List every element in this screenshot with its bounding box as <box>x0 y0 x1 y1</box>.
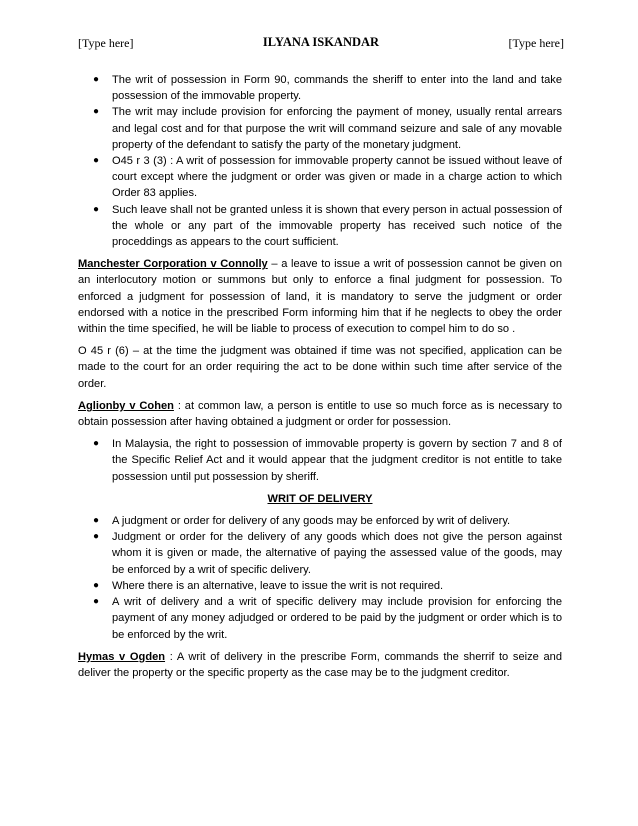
list-item: ● The writ of possession in Form 90, commands the sheriff to enter into the land and take possession of the immovable property. <box>93 74 562 103</box>
list-item: ● The writ may include provision for enforcing the payment of money, usually rental arrears and legal cost and for that purpose the writ will command seizure and sale of any movable property of the defendant to satisfy the party of the monetary judgment. <box>93 106 562 151</box>
header-right: [Type here] <box>508 36 564 50</box>
case-name: Manchester Corporation v Connolly <box>78 258 268 271</box>
case-name: Aglionby v Cohen <box>78 399 174 412</box>
bullet-icon: ● <box>93 203 100 215</box>
page-header <box>78 36 564 52</box>
section-heading: WRIT OF DELIVERY <box>267 492 373 505</box>
list-item: ● A judgment or order for delivery of any goods may be enforced by writ of delivery. <box>78 513 562 529</box>
paragraph-manchester: Manchester Corporation v Connolly – a leave to issue a writ of possession cannot be given on an interlocutory motion or summons but only to enforce a final judgment for possession. To enforced a judgment for possession of land, it is mandatory to serve the judgment or order endorsed with a notice in the prescribed Form informing him that if he neglects to obey the order within the time specified, he will be liable to process of execution to compel him to do so . <box>78 258 563 336</box>
paragraph-aglionby: Aglionby v Cohen : at common law, a person is entitle to use so much force as is necessary to obtain possession after having obtained a judgment or order for possession. <box>78 399 562 429</box>
case-name: Hymas v Ogden <box>78 650 166 663</box>
bullet-icon: ● <box>93 106 100 118</box>
bullet-list-delivery <box>78 513 562 643</box>
list-item: ● Where there is an alternative, leave to issue the writ is not required. <box>78 578 562 594</box>
list-item: ● In Malaysia, the right to possession of immovable property is govern by section 7 and 8 of the Specific Relief Act and it would appear that the judgment creditor is not entitle to take possession until put possession by sheriff. <box>93 438 562 483</box>
document-body <box>78 72 562 681</box>
bullet-icon: ● <box>93 531 100 543</box>
list-item: ● Such leave shall not be granted unless it is shown that every person in actual possession of the whole or any part of the immovable property has received such notice of the proceddings as appears to the court sufficient. <box>93 203 562 249</box>
bullet-icon: ● <box>93 579 100 591</box>
list-item: ● Judgment or order for the delivery of any goods which does not give the person against whom it is given or made, the alternative of paying the assessed value of the goods, may be enforced by a writ of specific delivery. <box>93 531 562 576</box>
bullet-icon: ● <box>93 155 100 167</box>
list-item: ● O45 r 3 (3) : A writ of possession for immovable property cannot be issued without leave of court except where the judgment or order was given or made in a charge action to which Order 83 applies. <box>93 155 562 200</box>
bullet-list-malaysia <box>78 436 562 485</box>
list-item: ● A writ of delivery and a writ of specific delivery may include provision for enforcing the payment of any money adjudged or ordered to be paid by the judgment or order which is to be enforced by the writ. <box>93 596 562 641</box>
paragraph-order-45: O 45 r (6) – at the time the judgment was obtained if time was not specified, application can be made to the court for an order requiring the act to be done within such time after service of the order. <box>78 345 562 390</box>
bullet-icon: ● <box>93 74 100 85</box>
bullet-icon: ● <box>93 438 100 450</box>
header-title: ILYANA ISKANDAR <box>262 35 380 49</box>
bullet-icon: ● <box>93 596 100 608</box>
header-left: [Type here] <box>78 36 134 50</box>
bullet-list-possession <box>78 72 562 250</box>
paragraph-hymas: Hymas v Ogden : A writ of delivery in the prescribe Form, commands the sherrif to seize and deliver the property or the specific property as the case may be to the judgment creditor. <box>78 650 562 679</box>
bullet-icon: ● <box>93 515 100 527</box>
